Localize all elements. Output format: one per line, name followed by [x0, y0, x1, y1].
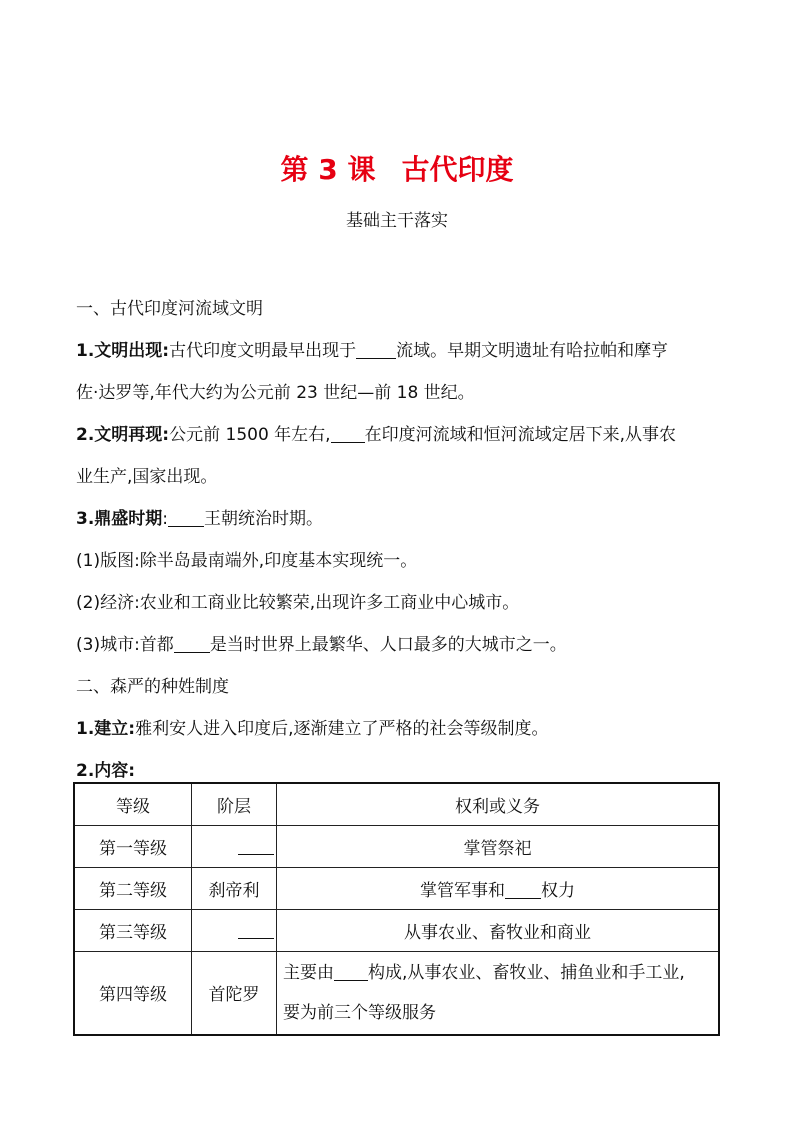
page-title: [0, 150, 794, 190]
item1-label: 1.文明出现:: [76, 341, 170, 361]
table-cell-grade: 第一等级: [74, 825, 192, 867]
fill-blank[interactable]: [238, 920, 274, 939]
item3-colon: :: [162, 509, 169, 529]
table-cell-duty: 掌管祭祀: [277, 825, 720, 867]
table-cell-class: [192, 909, 277, 951]
item3-text: 王朝统治时期。: [204, 509, 324, 529]
item3-label: 3.鼎盛时期: [76, 509, 163, 529]
item2-line1: [76, 414, 721, 456]
table-cell-grade: 第三等级: [74, 909, 192, 951]
page-subtitle: 基础主干落实: [346, 211, 448, 231]
table-row: [74, 909, 719, 951]
s2-item1-text: 雅利安人进入印度后,逐渐建立了严格的社会等级制度。: [135, 719, 549, 739]
table-header: 等级: [74, 783, 192, 825]
table-cell-grade: 第二等级: [74, 867, 192, 909]
item2-text-b: 在印度河流域和恒河流域定居下来,从事农: [364, 425, 676, 445]
table-header: 阶层: [192, 783, 277, 825]
sub-item-1: (1)版图:除半岛最南端外,印度基本实现统一。: [76, 551, 418, 571]
table-cell-class: [192, 825, 277, 867]
fill-blank[interactable]: [331, 424, 365, 443]
table-cell-duty: [277, 951, 720, 1035]
item1-text-a: 古代印度文明最早出现于: [169, 341, 357, 361]
table-cell-class: 首陀罗: [192, 951, 277, 1035]
table-cell-grade: 第四等级: [74, 951, 192, 1035]
sub3-text-b: 是当时世界上最繁华、人口最多的大城市之一。: [209, 635, 567, 655]
s2-item1-label: 1.建立:: [76, 719, 136, 739]
section2-heading: 二、森严的种姓制度: [76, 677, 229, 697]
sub-item-3: [76, 624, 721, 666]
duty-text-b: 权力: [541, 880, 575, 901]
duty-text-b: 构成,从事农业、畜牧业、捕鱼业和手工业,: [368, 962, 685, 983]
sub-item-2: (2)经济:农业和工商业比较繁荣,出现许多工商业中心城市。: [76, 593, 520, 613]
duty-text-a: 掌管军事和: [420, 880, 505, 901]
item1-text-b: 流域。早期文明遗址有哈拉帕和摩亨: [396, 341, 669, 361]
duty-text-c: 要为前三个等级服务: [283, 1002, 436, 1023]
fill-blank[interactable]: [334, 962, 368, 981]
table-row: [74, 825, 719, 867]
item2-text-a: 公元前 1500 年左右,: [169, 425, 331, 445]
table-cell-duty: [277, 867, 720, 909]
fill-blank[interactable]: [174, 634, 210, 653]
table-row: [74, 867, 719, 909]
fill-blank[interactable]: [505, 880, 541, 899]
table-row: [74, 951, 719, 1035]
item2-line2: 业生产,国家出现。: [76, 467, 218, 487]
title-lesson-number: 第 3 课: [280, 153, 376, 186]
title-lesson-name: 古代印度: [401, 153, 514, 186]
fill-blank[interactable]: [356, 340, 396, 359]
duty-text-a: 主要由: [283, 962, 334, 983]
s2-item2-label: 2.内容:: [76, 761, 136, 781]
main-content: [76, 288, 721, 792]
table-cell-duty: 从事农业、畜牧业和商业: [277, 909, 720, 951]
table-header-row: [74, 783, 719, 825]
item2-label: 2.文明再现:: [76, 425, 170, 445]
table-cell-class: 刹帝利: [192, 867, 277, 909]
s2-item1-line: [76, 708, 721, 750]
item1-line1: [76, 330, 721, 372]
fill-blank[interactable]: [238, 836, 274, 855]
item3-line: [76, 498, 721, 540]
table-header: 权利或义务: [277, 783, 720, 825]
fill-blank[interactable]: [168, 508, 204, 527]
caste-table: [73, 782, 720, 1036]
sub3-text-a: (3)城市:首都: [76, 635, 174, 655]
item1-line2: 佐·达罗等,年代大约为公元前 23 世纪—前 18 世纪。: [76, 383, 475, 403]
section1-heading: 一、古代印度河流域文明: [76, 299, 263, 319]
